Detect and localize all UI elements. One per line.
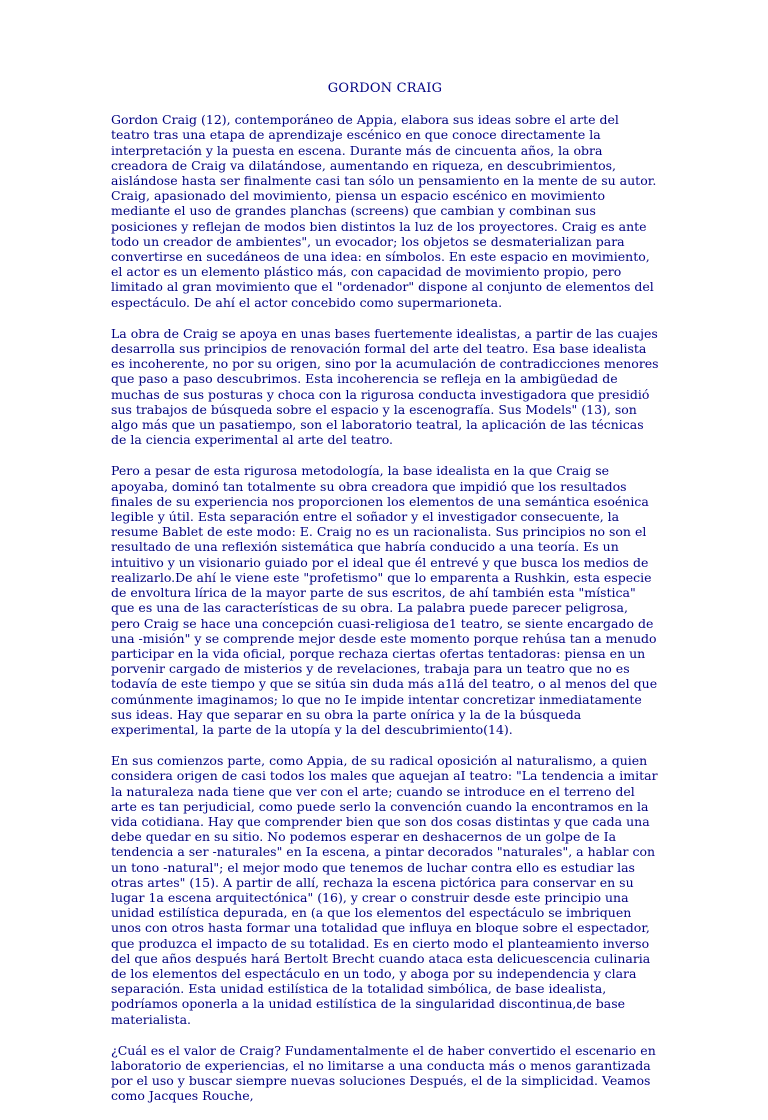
document-body [111,81,659,1120]
paragraph-value-of-craig: ¿Cuál es el valor de Craig? Fundamentalmente el de haber convertido el escenario en laboratorio de experiencias, el no limitarse a una conducta más o menos garantizada por el uso y buscar siempre nuevas soluciones Después, el de la simplicidad. Veamos como Jacques Rouche, [111,1042,656,1104]
document-title: GORDON CRAIG [327,81,443,96]
paragraph-intro: Gordon Craig (12), contemporáneo de Appia, elabora sus ideas sobre el arte del teatro tras una etapa de aprendizaje escénico en que conoce directamente la interpretación y la puesta en escena. Durante más de cincuenta años, la obra creadora de Craig va dilatándose, aumentando en riqueza, en descubrimientos, aislándose hasta ser finalmente casi tan sólo un pensamiento en la mente de su autor. Craig, apasionado del movimiento, piensa un espacio escénico en movimiento mediante el uso de grandes planchas (screens) que cambian y combinan sus posiciones y reflejan de modos bien distintos la luz de los proyectores. Craig es ante todo un creador de ambientes", un evocador; los objetos se desmaterializan para convertirse en sucedáneos de una idea: en símbolos. En este espacio en movimiento, el actor es un elemento plástico más, con capacidad de movimiento propio, pero limitado al gran movimiento que el "ordenador" dispone al conjunto de elementos del espectáculo. De ahí el actor concebido como supermarioneta. [111,112,657,310]
paragraph-idealist-bases: La obra de Craig se apoya en unas bases fuertemente idealistas, a partir de las cuajes desarrolla sus principios de renovación formal del arte del teatro. Esa base idealista es incoherente, no por su origen, sino por la acumulación de contradicciones menores que paso a paso descubrimos. Esta incoherencia se refleja en la ambigüedad de muchas de sus posturas y choca con la rigurosa conducta investigadora que presidió sus trabajos de búsqueda sobre el espacio y la escenografía. Sus Models" (13), son algo más que un pasatiempo, son el laboratorio teatral, la aplicación de las técnicas de la ciencia experimental al arte del teatro. [111,325,659,448]
paragraph-naturalism: En sus comienzos parte, como Appia, de su radical oposición al naturalismo, a quien considera origen de casi todos los males que aquejan aI teatro: "La tendencia a imitar la naturaleza nada tiene que ver con el arte; cuando se introduce en el terreno del arte es tan perjudicial, como puede serlo la convención cuando la encontramos en la vida cotidiana. Hay que comprender bien que son dos cosas distintas y que cada una debe quedar en su sitio. No podemos esperar en deshacernos de un golpe de Ia tendencia a ser -naturales" en Ia escena, a pintar decorados "naturales", a hablar con un tono -natural"; el mejor modo que tenemos de luchar contra ello es estudiar las otras artes" (15). A partir de allí, rechaza la escena pictórica para conservar en su lugar 1a escena arquitectónica" (16), y crear o construir desde este principio una unidad estilística depurada, en (a que los elementos del espectáculo se imbriquen unos con otros hasta formar una totalidad que influya en bloque sobre el espectador, que produzca el impacto de su totalidad. Es en cierto modo el planteamiento inverso del que años después hará Bertolt Brecht cuando ataca esta delicuescencia culinaria de los elementos del espectáculo en un todo, y aboga por su independencia y clara separación. Esta unidad estilística de la totalidad simbólica, de base idealista, podríamos oponerla a la unidad estilística de la singularidad discontinua,de base materialista. [111,753,658,1027]
paragraph-methodology: Pero a pesar de esta rigurosa metodología, la base idealista en la que Craig se apoyaba, dominó tan totalmente su obra creadora que impidió que los resultados finales de su experiencia nos proporcionen los elementos de una semántica esoénica legible y útil. Esta separación entre el soñador y el investigador consecuente, la resume Bablet de este modo: E. Craig no es un racionalista. Sus principios no son el resultado de una reflexión sistemática que habría conducido a una teoría. Es un intuitivo y un visionario guiado por el ideal que él entrevé y que busca los medios de realizarlo.De ahí le viene este "profetismo" que lo emparenta a Rushkin, esta especie de envoltura lírica de la mayor parte de sus escritos, de ahí también esta "mística" que es una de las características de su obra. La palabra puede parecer peligrosa, pero Craig se hace una concepción cuasi-religiosa de1 teatro, se siente encargado de una -misión" y se comprende mejor desde este momento porque rehúsa tan a menudo participar en la vida oficial, porque rechaza ciertas ofertas tentadoras: piensa en un porvenir cargado de misterios y de revelaciones, trabaja para un teatro que no es todavía de este tiempo y que se sitúa sin duda más a1lá del teatro, o al menos del que comúnmente imaginamos; lo que no Ie impide intentar concretizar inmediatamente sus ideas. Hay que separar en su obra la parte onírica y la de la búsqueda experimental, la parte de la utopía y la del descubrimiento(14). [111,463,658,737]
